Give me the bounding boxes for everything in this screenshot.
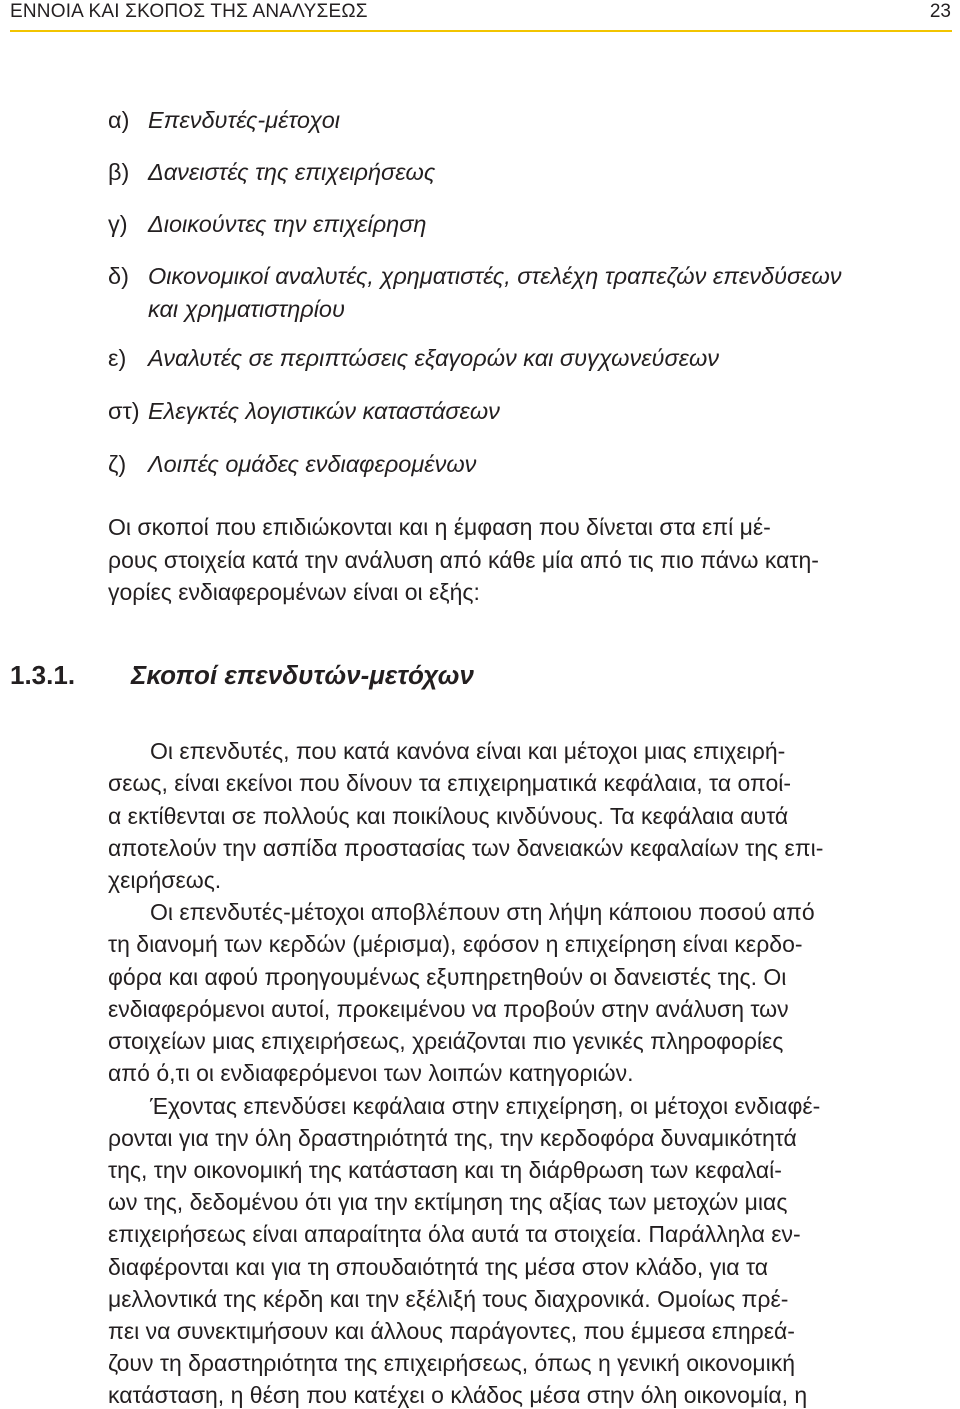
paragraph-line: στοιχείων μιας επιχειρήσεως, χρειάζονται πιο γενικές πληροφορίες xyxy=(108,1028,784,1054)
list-item-text: Διοικούντες την επιχείρηση xyxy=(148,211,427,237)
paragraph-line: Οι σκοποί που επιδιώκονται και η έμφαση που δίνεται στα επί μέ- xyxy=(108,514,771,540)
paragraph-line: Οι επενδυτές, που κατά κανόνα είναι και μέτοχοι μιας επιχειρή- xyxy=(150,738,786,764)
paragraph-line: κατάσταση, η θέση που κατέχει ο κλάδος μέσα στην όλη οικονομία, η xyxy=(108,1382,808,1408)
paragraph-line: διαφέρονται και για τη σπουδαιότητά της μέσα στον κλάδο, για τα xyxy=(108,1254,769,1280)
list-marker: ε) xyxy=(108,345,127,371)
page-number: 23 xyxy=(929,1,951,22)
list-marker: στ) xyxy=(108,398,140,424)
paragraph-line: ενδιαφερόμενοι αυτοί, προκειμένου να προβούν στην ανάλυση των xyxy=(108,996,789,1022)
list-item-text: Αναλυτές σε περιπτώσεις εξαγορών και συγχωνεύσεων xyxy=(148,345,720,371)
list-marker: δ) xyxy=(108,263,129,289)
running-title: ΕΝΝΟΙΑ ΚΑΙ ΣΚΟΠΟΣ ΤΗΣ ΑΝΑΛΥΣΕΩΣ xyxy=(10,1,368,22)
paragraph-line: α εκτίθενται σε πολλούς και ποικίλους κινδύνους. Τα κεφάλαια αυτά xyxy=(108,803,789,829)
paragraph-line: ρους στοιχεία κατά την ανάλυση από κάθε μία από τις πιο πάνω κατη- xyxy=(108,547,819,573)
paragraph-line: ζουν τη δραστηριότητα της επιχειρήσεως, όπως η γενική οικονομική xyxy=(108,1350,796,1376)
paragraph-line: ων της, δεδομένου ότι για την εκτίμηση της αξίας των μετοχών μιας xyxy=(108,1189,788,1215)
paragraph-line: μελλοντικά της κέρδη και την εξέλιξή τους διαχρονικά. Ομοίως πρέ- xyxy=(108,1286,789,1312)
list-item-text: και χρηματιστηρίου xyxy=(148,296,345,322)
list-marker: γ) xyxy=(108,211,128,237)
page-header xyxy=(0,0,960,40)
paragraph-line: πει να συνεκτιμήσουν και άλλους παράγοντες, που έμμεσα επηρεά- xyxy=(108,1318,795,1344)
paragraph-line: Έχοντας επενδύσει κεφάλαια στην επιχείρηση, οι μέτοχοι ενδιαφέ- xyxy=(150,1093,821,1119)
paragraph-line: αποτελούν την ασπίδα προστασίας των δανειακών κεφαλαίων της επι- xyxy=(108,835,824,861)
paragraph-line: φόρα και αφού προηγουμένως εξυπηρετηθούν οι δανειστές της. Οι xyxy=(108,964,787,990)
paragraph-line: της, την οικονομική της κατάσταση και τη διάρθρωση των κεφαλαί- xyxy=(108,1157,782,1183)
paragraph-line: τη διανομή των κερδών (μέρισμα), εφόσον η επιχείρηση είναι κερδο- xyxy=(108,931,803,957)
paragraph-line: γορίες ενδιαφερομένων είναι οι εξής: xyxy=(108,579,480,605)
list-item-text: Επενδυτές-μέτοχοι xyxy=(148,107,340,133)
list-marker: β) xyxy=(108,159,130,185)
list-item-text: Οικονομικοί αναλυτές, χρηματιστές, στελέχη τραπεζών επενδύσεων xyxy=(148,263,842,289)
section-title: Σκοποί επενδυτών-μετόχων xyxy=(131,660,474,690)
section-number: 1.3.1. xyxy=(10,660,76,690)
paragraph-line: Οι επενδυτές-μέτοχοι αποβλέπουν στη λήψη κάποιου ποσού από xyxy=(150,899,815,925)
header-rule xyxy=(10,30,952,32)
paragraph-line: ρονται για την όλη δραστηριότητά της, την κερδοφόρα δυναμικότητά xyxy=(108,1125,797,1151)
list-marker: α) xyxy=(108,107,130,133)
list-item-text: Ελεγκτές λογιστικών καταστάσεων xyxy=(148,398,500,424)
paragraph-line: σεως, είναι εκείνοι που δίνουν τα επιχειρηματικά κεφάλαια, τα οποί- xyxy=(108,770,792,796)
list-item-text: Δανειστές της επιχειρήσεως xyxy=(148,159,436,185)
paragraph-line: από ό,τι οι ενδιαφερόμενοι των λοιπών κατηγοριών. xyxy=(108,1060,634,1086)
list-marker: ζ) xyxy=(108,451,127,477)
list-item-text: Λοιπές ομάδες ενδιαφερομένων xyxy=(148,451,477,477)
paragraph-line: επιχειρήσεως είναι απαραίτητα όλα αυτά τα στοιχεία. Παράλληλα εν- xyxy=(108,1221,801,1247)
paragraph-line: χειρήσεως. xyxy=(108,867,222,893)
